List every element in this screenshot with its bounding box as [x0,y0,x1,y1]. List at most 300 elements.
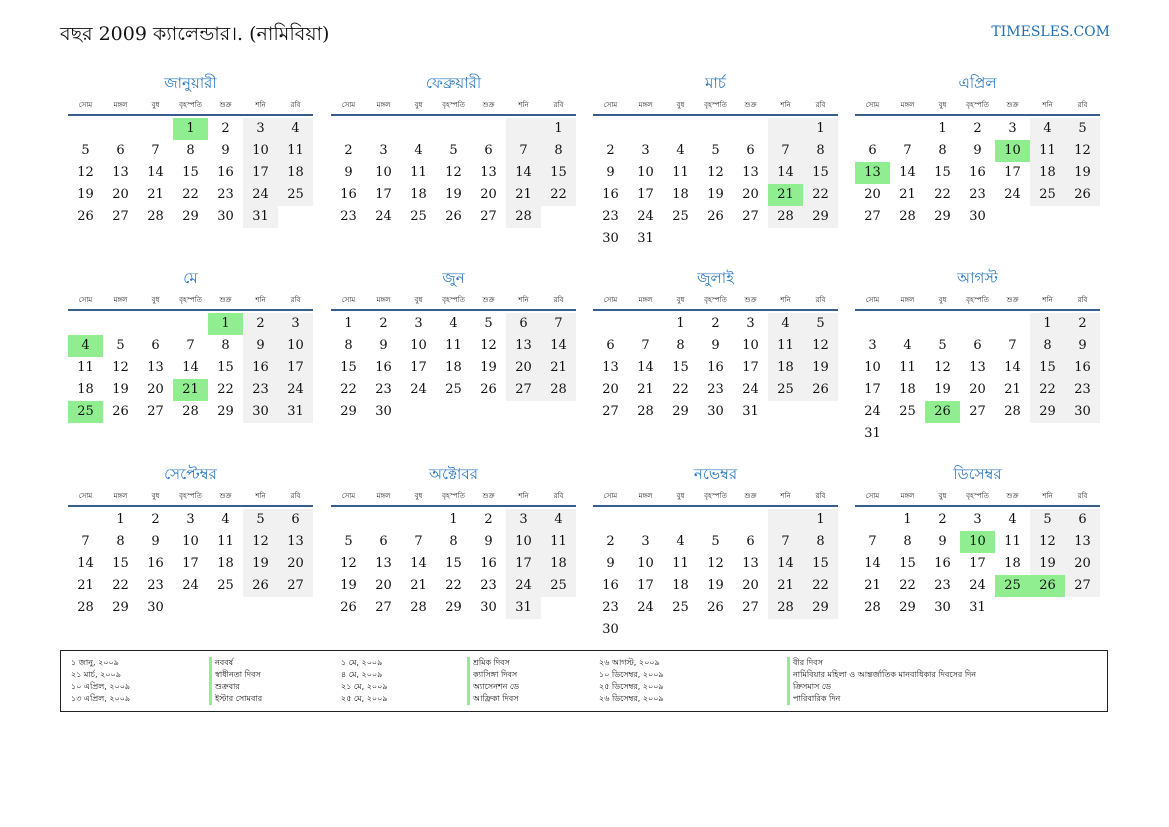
weekday-header [331,96,576,116]
day-cell: 22 [217,382,234,397]
empty-cell [768,118,803,140]
month-block [331,70,576,228]
day-cell: 14 [899,165,916,180]
month-name: ফেব্রুয়ারী [425,74,482,92]
day-cell: 2 [344,143,353,158]
day-cell: 9 [606,165,615,180]
day-cell: 6 [116,143,125,158]
weekday-label: বৃহস্পতি [704,296,727,304]
day-cell: 27 [602,404,619,419]
day-cell: 9 [221,143,230,158]
weekday-label: বৃহস্পতি [179,101,202,109]
legend-holiday-name: ইস্টার সোমবার [209,693,262,705]
day-cell: 11 [1030,140,1065,162]
day-cell: 19 [1065,162,1100,184]
weekday-label: বুধ [938,101,947,109]
empty-cell [68,118,103,140]
day-cell: 8 [676,338,685,353]
day-cell: 26 [1065,184,1100,206]
day-cell: 16 [147,556,164,571]
weekday-label: বুধ [151,101,160,109]
day-cell: 12 [1065,140,1100,162]
month-block [331,265,576,423]
day-cell: 11 [1004,534,1021,549]
day-cell: 18 [672,578,689,593]
empty-cell [366,118,401,140]
weekday-label: রবি [815,492,826,500]
weekday-label: বুধ [414,296,423,304]
day-cell: 28 [147,209,164,224]
weekday-label: সোম [78,101,93,109]
day-cell: 21 [637,382,654,397]
weekday-label: মঙ্গল [376,296,391,304]
weekday-label: শনি [255,492,266,500]
month-name: জুলাই [697,269,734,287]
day-cell: 5 [81,143,90,158]
month-block [593,265,838,423]
day-cell: 15 [803,162,838,184]
weekday-label: রবি [553,101,564,109]
day-cell: 11 [899,360,916,375]
day-cell: 11 [410,165,427,180]
day-cell: 6 [746,143,755,158]
weekday-label: বৃহস্পতি [704,492,727,500]
day-cell: 2 [711,316,720,331]
empty-cell [628,313,663,335]
day-cell: 10 [637,165,654,180]
day-cell: 16 [480,556,497,571]
empty-cell [733,509,768,531]
day-cell: 2 [606,534,615,549]
weekday-label: মঙ্গল [638,492,653,500]
legend-date: ১ মে, ২০০৯ [341,658,383,667]
day-cell: 23 [480,578,497,593]
day-cell: 27 [506,379,541,401]
month-name: জানুয়ারী [164,74,217,92]
day-cell: 31 [637,231,654,246]
day-cell: 7 [641,338,650,353]
day-cell: 9 [344,165,353,180]
weekday-label: রবি [815,296,826,304]
weekday-label: শুক্র [482,296,495,304]
legend-holiday-name: শ্রমিক দিবস [467,657,510,669]
empty-cell [138,313,173,335]
day-cell: 25 [541,575,576,597]
month-name: সেপ্টেম্বর [164,465,217,483]
day-cell: 26 [445,209,462,224]
day-cell: 6 [484,143,493,158]
day-cell: 25 [899,404,916,419]
day-cell: 5 [1030,509,1065,531]
day-cell: 26 [1030,575,1065,597]
weekday-label: সোম [865,492,880,500]
month-block [593,461,838,641]
day-cell: 9 [243,335,278,357]
day-cell: 5 [711,534,720,549]
day-cell: 9 [1065,335,1100,357]
day-cell: 9 [973,143,982,158]
day-cell: 30 [243,401,278,423]
weekday-label: রবি [290,101,301,109]
day-cell: 23 [1065,379,1100,401]
weekday-label: মঙ্গল [113,101,128,109]
weekday-label: রবি [1077,296,1088,304]
day-cell: 19 [112,382,129,397]
day-cell: 23 [602,600,619,615]
day-cell: 6 [506,313,541,335]
day-cell: 16 [602,187,619,202]
weekday-label: মঙ্গল [900,492,915,500]
day-cell: 2 [1065,313,1100,335]
weekday-label: রবি [290,296,301,304]
day-cell: 4 [221,512,230,527]
day-grid [331,118,576,228]
day-cell: 19 [77,187,94,202]
day-cell: 26 [340,600,357,615]
legend-holiday-name: ক্যাসিঙ্গা দিবস [467,669,517,681]
day-cell: 5 [116,338,125,353]
legend-date: ২৫ মে, ২০০৯ [341,694,388,703]
day-cell: 25 [445,382,462,397]
day-cell: 26 [707,209,724,224]
weekday-label: বুধ [151,492,160,500]
day-cell: 19 [934,382,951,397]
day-cell: 7 [81,534,90,549]
legend-holiday-name: পারিবারিক দিন [787,693,840,705]
legend-date: ২৬ আগস্ট, ২০০৯ [599,658,660,667]
day-cell: 16 [375,360,392,375]
day-cell: 24 [278,379,313,401]
day-cell: 13 [969,360,986,375]
day-cell: 31 [243,206,278,228]
weekday-label: শুক্র [482,492,495,500]
day-cell: 4 [903,338,912,353]
weekday-label: শনি [780,296,791,304]
legend-holiday-name: আফ্রিকা দিবস [467,693,519,705]
day-cell: 3 [1008,121,1017,136]
day-cell: 27 [742,600,759,615]
empty-cell [593,509,628,531]
day-cell: 22 [899,578,916,593]
month-block [855,265,1100,445]
day-cell: 6 [973,338,982,353]
empty-cell [890,313,925,335]
day-cell: 23 [969,187,986,202]
day-cell: 29 [340,404,357,419]
weekday-label: বুধ [414,101,423,109]
day-cell: 4 [414,143,423,158]
day-cell: 10 [410,338,427,353]
day-cell: 1 [344,316,353,331]
day-cell: 14 [506,162,541,184]
day-cell: 4 [1030,118,1065,140]
day-cell: 18 [899,382,916,397]
day-cell: 21 [899,187,916,202]
day-cell: 31 [864,426,881,441]
month-block [855,461,1100,619]
weekday-header [68,96,313,116]
weekday-label: শনি [518,101,529,109]
weekday-label: রবি [1077,101,1088,109]
day-cell: 17 [243,162,278,184]
day-cell: 23 [602,209,619,224]
legend-date: ২৫ ডিসেম্বর, ২০০৯ [599,682,664,691]
empty-cell [68,313,103,335]
empty-cell [855,118,890,140]
day-cell: 3 [641,534,650,549]
weekday-label: রবি [290,492,301,500]
day-cell: 13 [1065,531,1100,553]
day-cell: 26 [112,404,129,419]
day-cell: 18 [445,360,462,375]
day-cell: 20 [742,578,759,593]
day-cell: 28 [1004,404,1021,419]
day-cell: 16 [707,360,724,375]
day-grid [593,118,838,250]
day-cell: 13 [278,531,313,553]
day-cell: 30 [217,209,234,224]
empty-cell [855,509,890,531]
day-cell: 3 [868,338,877,353]
day-cell: 15 [112,556,129,571]
day-cell: 10 [637,556,654,571]
day-cell: 29 [672,404,689,419]
day-cell: 19 [1030,553,1065,575]
day-cell: 4 [278,118,313,140]
day-cell: 22 [445,578,462,593]
legend-date: ২১ মার্চ, ২০০৯ [71,670,121,679]
day-cell: 27 [375,600,392,615]
day-cell: 8 [803,531,838,553]
day-grid [68,509,313,619]
day-cell: 17 [410,360,427,375]
day-cell: 3 [243,118,278,140]
day-cell: 18 [768,357,803,379]
weekday-label: বৃহস্পতি [704,101,727,109]
day-cell: 19 [480,360,497,375]
legend-holiday-name: স্বাধীনতা দিবস [209,669,261,681]
empty-cell [506,118,541,140]
empty-cell [331,509,366,531]
day-cell: 21 [77,578,94,593]
weekday-label: বৃহস্পতি [442,101,465,109]
day-cell: 13 [112,165,129,180]
day-cell: 2 [379,316,388,331]
weekday-label: শুক্র [1006,101,1019,109]
day-cell: 30 [147,600,164,615]
day-cell: 1 [803,509,838,531]
day-cell: 23 [147,578,164,593]
empty-cell [960,313,995,335]
day-grid [68,118,313,228]
day-cell: 8 [1030,335,1065,357]
day-cell: 18 [1030,162,1065,184]
day-cell: 22 [112,578,129,593]
weekday-label: বৃহস্পতি [966,492,989,500]
empty-cell [855,313,890,335]
day-cell: 8 [938,143,947,158]
weekday-label: রবি [553,492,564,500]
day-cell: 20 [112,187,129,202]
day-cell: 10 [742,338,759,353]
day-cell: 14 [768,162,803,184]
day-cell: 26 [77,209,94,224]
empty-cell [925,313,960,335]
day-cell: 1 [803,118,838,140]
day-cell: 1 [116,512,125,527]
day-cell: 28 [541,379,576,401]
month-block [593,70,838,250]
weekday-label: বৃহস্পতি [442,492,465,500]
empty-cell [68,509,103,531]
day-cell: 9 [606,556,615,571]
weekday-label: সোম [78,492,93,500]
day-cell: 17 [742,360,759,375]
day-cell: 12 [243,531,278,553]
empty-cell [593,313,628,335]
day-cell: 1 [676,316,685,331]
day-cell: 21 [541,357,576,379]
day-cell: 19 [707,187,724,202]
day-cell: 18 [217,556,234,571]
day-cell: 6 [1065,509,1100,531]
day-cell: 21 [410,578,427,593]
day-cell: 3 [186,512,195,527]
day-cell: 13 [742,556,759,571]
legend-holiday-name: অ্যাসেনশন ডে [467,681,519,693]
weekday-label: শুক্র [219,296,232,304]
day-cell: 28 [77,600,94,615]
day-cell: 12 [803,335,838,357]
day-cell: 8 [903,534,912,549]
empty-cell [663,118,698,140]
weekday-label: শুক্র [482,101,495,109]
weekday-label: মঙ্গল [900,101,915,109]
day-cell: 28 [410,600,427,615]
day-cell: 29 [445,600,462,615]
day-cell: 11 [77,360,94,375]
day-cell: 11 [672,165,689,180]
month-name: অক্টোবর [428,465,479,483]
day-cell: 20 [480,187,497,202]
day-cell: 18 [672,187,689,202]
day-cell: 2 [243,313,278,335]
day-grid [593,509,838,641]
day-cell: 23 [243,379,278,401]
day-cell: 30 [1065,401,1100,423]
day-cell: 29 [803,597,838,619]
empty-cell [593,118,628,140]
day-cell: 28 [506,206,541,228]
weekday-label: রবি [1077,492,1088,500]
day-cell: 14 [768,553,803,575]
day-cell: 12 [77,165,94,180]
day-cell: 26 [480,382,497,397]
day-cell: 3 [379,143,388,158]
legend-date: ১৩ এপ্রিল, ২০০৯ [71,694,131,703]
day-cell: 28 [864,600,881,615]
day-cell: 4 [541,509,576,531]
day-cell: 7 [186,338,195,353]
legend-date: ১ জানু, ২০০৯ [71,658,119,667]
day-grid [331,509,576,619]
day-cell: 22 [803,184,838,206]
day-cell: 19 [803,357,838,379]
empty-cell [401,118,436,140]
day-cell: 6 [868,143,877,158]
day-cell: 3 [414,316,423,331]
day-cell: 10 [243,140,278,162]
weekday-label: বৃহস্পতি [179,492,202,500]
day-cell: 20 [602,382,619,397]
day-cell: 11 [217,534,234,549]
day-cell: 7 [541,313,576,335]
weekday-label: মঙ্গল [638,101,653,109]
day-cell: 29 [182,209,199,224]
legend-date: ৪ মে, ২০০৯ [341,670,383,679]
day-cell: 23 [934,578,951,593]
day-cell: 3 [973,512,982,527]
day-grid [331,313,576,423]
day-cell: 7 [414,534,423,549]
day-cell: 23 [217,187,234,202]
day-cell: 4 [68,335,103,357]
weekday-label: বুধ [676,296,685,304]
day-cell: 21 [147,187,164,202]
day-cell: 27 [969,404,986,419]
site-link[interactable]: TIMESLES.COM [991,24,1110,40]
day-cell: 2 [484,512,493,527]
day-cell: 5 [938,338,947,353]
day-cell: 5 [711,143,720,158]
day-cell: 19 [243,553,278,575]
weekday-label: শনি [255,296,266,304]
day-cell: 23 [707,382,724,397]
day-cell: 25 [995,575,1030,597]
day-cell: 18 [410,187,427,202]
weekday-label: শনি [780,101,791,109]
day-cell: 20 [864,187,881,202]
day-cell: 7 [868,534,877,549]
weekday-label: মঙ্গল [638,296,653,304]
day-cell: 11 [768,335,803,357]
weekday-label: সোম [603,296,618,304]
weekday-label: মঙ্গল [376,101,391,109]
day-cell: 26 [243,575,278,597]
day-cell: 27 [147,404,164,419]
weekday-label: মঙ্গল [113,492,128,500]
weekday-label: সোম [865,101,880,109]
day-cell: 6 [151,338,160,353]
day-cell: 24 [182,578,199,593]
weekday-label: শুক্র [744,296,757,304]
day-cell: 7 [506,140,541,162]
day-cell: 2 [973,121,982,136]
day-cell: 13 [742,165,759,180]
day-cell: 18 [1004,556,1021,571]
day-cell: 15 [1030,357,1065,379]
day-cell: 16 [340,187,357,202]
day-cell: 10 [864,360,881,375]
day-cell: 17 [506,553,541,575]
day-cell: 16 [969,165,986,180]
day-cell: 29 [934,209,951,224]
day-cell: 12 [340,556,357,571]
day-cell: 13 [375,556,392,571]
weekday-header [593,96,838,116]
day-cell: 28 [768,206,803,228]
day-cell: 29 [112,600,129,615]
